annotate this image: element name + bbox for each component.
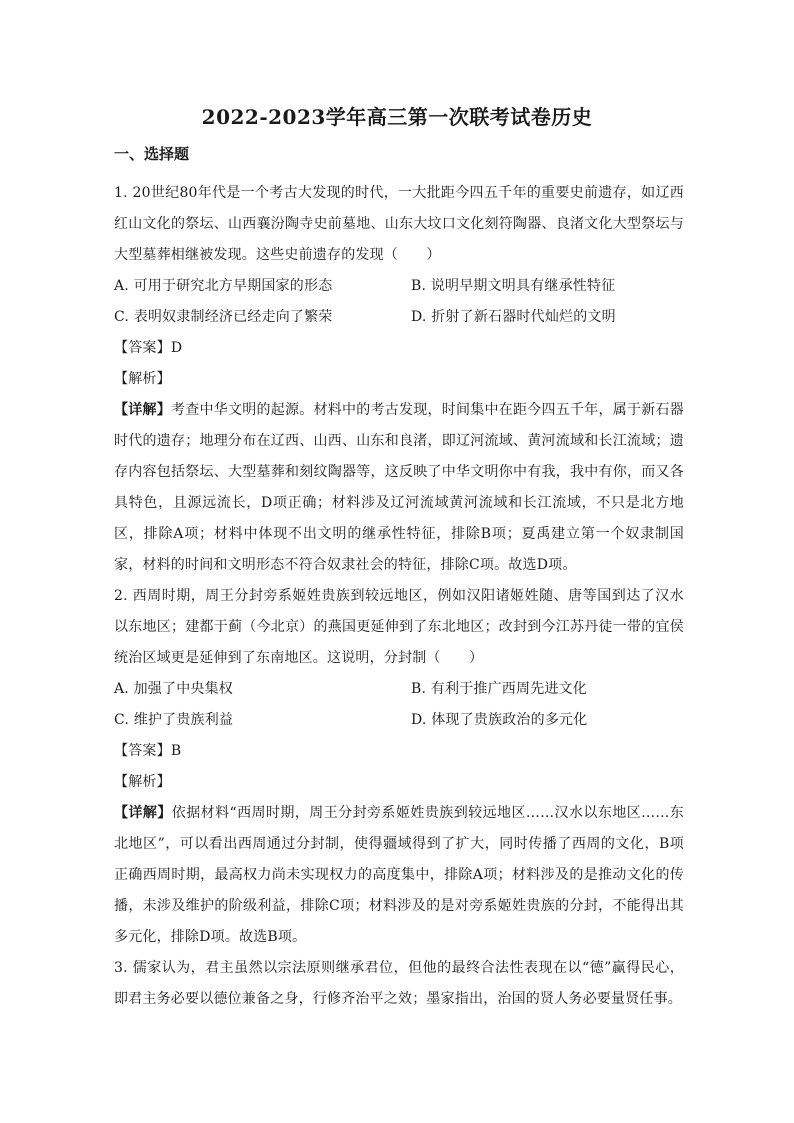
question-2-analysis-tag: 【解析】 (114, 774, 171, 790)
question-1-answer (114, 333, 684, 364)
page-title: 2022-2023学年高三第一次联考试卷历史 (201, 105, 593, 129)
question-1-options (114, 271, 684, 333)
question-1-detail (114, 395, 684, 581)
answer-tag: 【答案】 (114, 340, 171, 356)
question-3-stem: 3. 儒家认为，君主虽然以宗法原则继承君位，但他的最终合法性表现在以“德”赢得民心，即君主务必要以德位兼备之身，行修齐治平之效；墨家指出，治国的贤人务必要量贤任事。 (114, 960, 684, 1007)
question-1-option-d: D. 折射了新石器时代灿烂的文明 (411, 309, 616, 325)
answer-value: D (170, 340, 183, 356)
detail-tag: 【详解】 (114, 805, 172, 821)
section-heading: 一、选择题 (114, 145, 190, 163)
question-2-answer (114, 736, 684, 767)
answer-value: B (170, 743, 182, 759)
question-2-option-a: A. 加强了中央集权 (114, 681, 234, 697)
document-body (114, 178, 684, 1015)
detail-text: 考查中华文明的起源。材料中的考古发现，时间集中在距今四五千年，属于新石器时代的遗存；地理分布在辽西、山西、山东和良渚，即辽河流域、黄河流域和长江流域；遗存内容包括祭坛、大型墓葬和刻纹陶器等，这反映了中华文明你中有我，我中有你，而又各具特色，且源远流长，D项正确；材料涉及辽河流域黄河流域和长江流域，不只是北方地区，排除A项；材料中体现不出文明的继承性特征，排除B项；夏禹建立第一个奴隶制国家，材料的时间和文明形态不符合奴隶社会的特征，排除C项。故选D项。 (114, 402, 684, 573)
question-1-stem: 1. 20世纪80年代是一个考古大发现的时代，一大批距今四五千年的重要史前遗存，如辽西红山文化的祭坛、山西襄汾陶寺史前墓地、山东大坟口文化刻符陶器、良渚文化大型祭坛与大型墓葬相继被发现。这些史前遗存的发现（ ） (114, 185, 684, 263)
question-2-options (114, 674, 684, 736)
question-1-option-a: A. 可用于研究北方早期国家的形态 (114, 278, 333, 294)
question-2-option-b: B. 有利于推广西周先进文化 (411, 681, 587, 697)
answer-tag: 【答案】 (114, 743, 171, 759)
detail-tag: 【详解】 (114, 402, 172, 418)
question-2-option-d: D. 体现了贵族政治的多元化 (411, 712, 588, 728)
question-1-option-b: B. 说明早期文明具有继承性特征 (411, 278, 616, 294)
question-1-analysis-tag: 【解析】 (114, 371, 171, 387)
question-1-option-c: C. 表明奴隶制经济已经走向了繁荣 (114, 309, 333, 325)
question-2-option-c: C. 维护了贵族利益 (114, 712, 234, 728)
detail-text: 依据材料“西周时期，周王分封旁系姬姓贵族到较远地区……汉水以东地区……东北地区”，可以看出西周通过分封制，使得疆域得到了扩大，同时传播了西周的文化，B项正确西周时期，最高权力尚未实现权力的高度集中，排除A项；材料涉及的是推动文化的传播，未涉及维护的阶级利益，排除C项；材料涉及的是对旁系姬姓贵族的分封，不能得出其多元化，排除D项。故选B项。 (114, 805, 684, 945)
question-2-detail (114, 798, 684, 953)
question-2-stem: 2. 西周时期，周王分封旁系姬姓贵族到较远地区，例如汉阳诸姬姓随、唐等国到达了汉水以东地区；建都于蓟（今北京）的燕国更延伸到了东北地区；改封到今江苏丹徒一带的宜侯统治区域更是延伸到了东南地区。这说明，分封制（ ） (114, 588, 684, 666)
